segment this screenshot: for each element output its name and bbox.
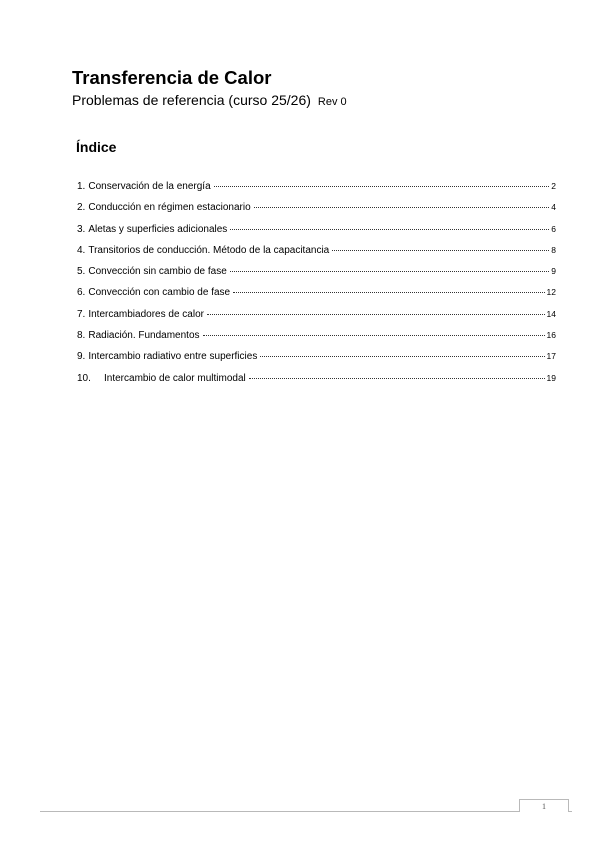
toc-entry-2[interactable] bbox=[77, 202, 556, 223]
toc-entry-number: 2. bbox=[77, 202, 86, 214]
toc-entry-page: 4 bbox=[551, 202, 556, 213]
toc-dot-leader bbox=[332, 250, 549, 251]
toc-entry-page: 12 bbox=[546, 287, 556, 298]
toc-entry-9[interactable] bbox=[77, 351, 556, 372]
toc-entry-4[interactable] bbox=[77, 245, 556, 266]
toc-entry-label: Radiación. Fundamentos bbox=[88, 330, 200, 342]
toc-entry-label: Convección con cambio de fase bbox=[88, 287, 231, 299]
toc-entry-3[interactable] bbox=[77, 224, 556, 245]
toc-entry-label: Intercambiadores de calor bbox=[88, 308, 204, 320]
table-of-contents bbox=[77, 181, 556, 394]
toc-entry-page: 2 bbox=[551, 181, 556, 191]
page-number: 1 bbox=[519, 799, 569, 812]
toc-entry-label: Conservación de la energía bbox=[88, 181, 211, 192]
toc-entry-10[interactable] bbox=[77, 373, 556, 394]
toc-dot-leader bbox=[233, 292, 544, 293]
toc-entry-number: 10. bbox=[77, 372, 91, 384]
toc-entry-page: 19 bbox=[546, 372, 556, 383]
toc-entry-1[interactable] bbox=[77, 181, 556, 202]
toc-dot-leader bbox=[254, 207, 550, 208]
index-heading: Índice bbox=[76, 139, 117, 155]
toc-entry-page: 8 bbox=[551, 244, 556, 255]
toc-entry-page: 16 bbox=[546, 330, 556, 341]
toc-dot-leader bbox=[260, 356, 544, 357]
toc-dot-leader bbox=[249, 378, 545, 379]
document-subtitle: Problemas de referencia (curso 25/26) bbox=[72, 92, 311, 108]
toc-entry-8[interactable] bbox=[77, 330, 556, 351]
footer-divider bbox=[40, 811, 572, 812]
toc-entry-page: 17 bbox=[546, 351, 556, 362]
toc-entry-number: 8. bbox=[77, 330, 86, 342]
toc-entry-page: 6 bbox=[551, 223, 556, 234]
toc-entry-5[interactable] bbox=[77, 266, 556, 287]
toc-dot-leader bbox=[230, 229, 549, 230]
toc-dot-leader bbox=[230, 271, 550, 272]
toc-entry-label: Intercambio de calor multimodal bbox=[104, 372, 246, 384]
toc-entry-number: 3. bbox=[77, 223, 86, 235]
revision-label: Rev 0 bbox=[317, 96, 347, 108]
toc-dot-leader bbox=[214, 186, 550, 187]
toc-entry-6[interactable] bbox=[77, 287, 556, 308]
toc-entry-number: 4. bbox=[77, 244, 86, 256]
toc-entry-label: Aletas y superficies adicionales bbox=[88, 223, 228, 235]
toc-entry-label: Convección sin cambio de fase bbox=[88, 266, 227, 278]
toc-dot-leader bbox=[203, 335, 545, 336]
toc-entry-number: 6. bbox=[77, 287, 86, 299]
toc-entry-number: 1. bbox=[77, 181, 86, 192]
toc-entry-number: 5. bbox=[77, 266, 86, 278]
toc-entry-page: 9 bbox=[551, 266, 556, 277]
toc-entry-number: 7. bbox=[77, 308, 86, 320]
subtitle-row bbox=[72, 92, 347, 110]
toc-dot-leader bbox=[207, 314, 545, 315]
document-title: Transferencia de Calor bbox=[72, 67, 272, 88]
toc-entry-7[interactable] bbox=[77, 309, 556, 330]
toc-entry-label: Transitorios de conducción. Método de la capacitancia bbox=[88, 244, 330, 256]
toc-entry-label: Conducción en régimen estacionario bbox=[88, 202, 251, 214]
toc-entry-page: 14 bbox=[546, 308, 556, 319]
toc-entry-label: Intercambio radiativo entre superficies bbox=[88, 351, 258, 363]
toc-entry-number: 9. bbox=[77, 351, 86, 363]
